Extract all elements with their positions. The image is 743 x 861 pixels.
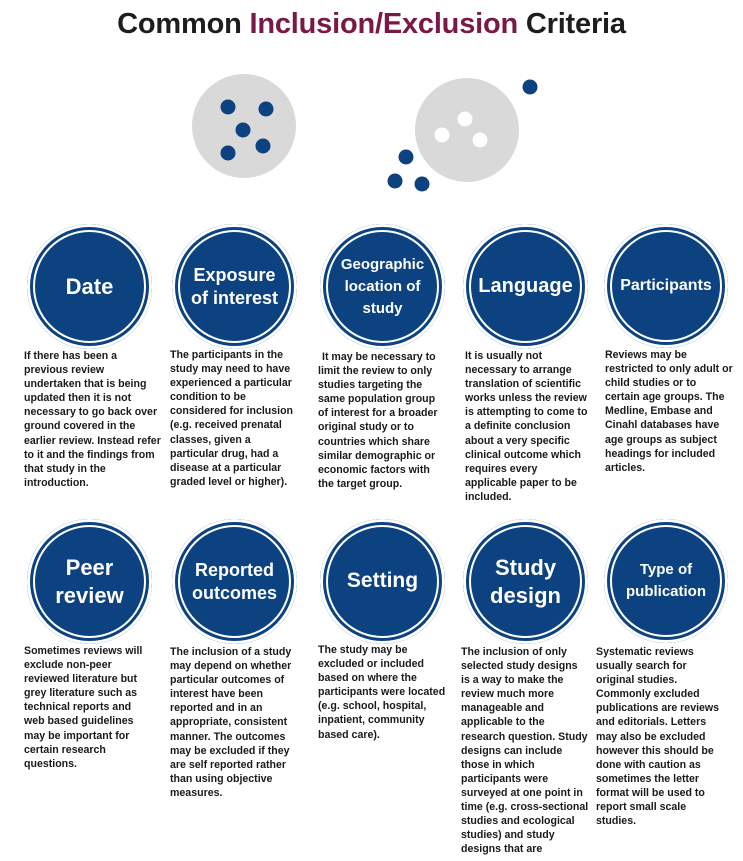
criterion-circle-study-design — [463, 519, 588, 644]
included-dot — [256, 139, 271, 154]
criterion-label-participants: Participants — [620, 277, 712, 294]
criterion-description-geographic: It may be necessary to limit the review to only studies targeting the same population group of interest for a broader original study or to countries which share similar demographic or economic factors with the target group. — [318, 351, 438, 490]
title-prefix: Common — [117, 8, 250, 40]
criterion-label-geographic: Geographic location of study — [340, 255, 425, 317]
criterion-label-exposure: Exposure of interest — [190, 265, 278, 308]
criterion-label-setting: Setting — [346, 569, 419, 593]
criterion-circle-date — [27, 224, 152, 349]
criterion-description-language: It is usually not necessary to arrange translation of scientific works unless the review is attempting to come to a definite conclusion about a very specific clinical outcome which requires every applicable paper to be included. — [465, 350, 588, 503]
criterion-label-study-design: Study design — [490, 555, 561, 608]
criterion-circle-type-of-publication — [604, 519, 728, 643]
included-dot — [236, 123, 251, 138]
title-suffix: Criteria — [518, 8, 626, 40]
title-accent: Inclusion/Exclusion — [249, 8, 519, 40]
criterion-circle-peer-review — [27, 519, 152, 644]
criterion-label-type-of-publication: Type of publication — [626, 561, 706, 600]
criterion-label-language: Language — [478, 275, 573, 297]
criterion-circle-setting — [320, 519, 445, 644]
criterion-description-type-of-publication: Systematic reviews usually search for original studies. Commonly excluded publications are reviews and editorials. Letters may also be excluded however this should be done with caution as sometimes the letter format will be used to report small scale studies. — [596, 646, 720, 828]
criterion-description-date: If there has been a previous review undertaken that is being updated then it is not necessary to go back over ground covered in the earlier review. Instead refer to it and the findings from that study in the introduction. — [24, 350, 161, 489]
emptied-spot — [435, 128, 450, 143]
emptied-spot — [458, 112, 473, 127]
included-dot — [221, 146, 236, 161]
criterion-label-date: Date — [65, 273, 114, 299]
excluded-dot — [388, 174, 403, 189]
criterion-circle-exposure — [172, 224, 297, 349]
criterion-label-reported-outcomes: Reported outcomes — [191, 560, 278, 603]
criterion-circle-language — [463, 224, 588, 349]
criterion-description-reported-outcomes: The inclusion of a study may depend on whether particular outcomes of interest have been reported and in an appropriate, consistent manner. The outcomes may be excluded if they are self reported rather than using objective measures. — [170, 646, 292, 799]
criterion-circle-reported-outcomes — [172, 519, 297, 644]
excluded-dot — [415, 177, 430, 192]
emptied-spot — [473, 133, 488, 148]
criterion-description-peer-review: Sometimes reviews will exclude non-peer reviewed literature but grey literature such as technical reports and web based guidelines may be important for certain research questions. — [24, 645, 143, 770]
exclusion-illustration — [388, 78, 538, 192]
included-dot — [259, 102, 274, 117]
excluded-dot — [523, 80, 538, 95]
criterion-label-peer-review: Peer review — [55, 555, 124, 608]
criterion-description-exposure: The participants in the study may need to have experienced a particular condition to be considered for inclusion (e.g. received prenatal classes, given a particular drug, had a disease at a particular graded level or higher). — [170, 349, 294, 488]
criterion-circle-participants — [604, 224, 728, 348]
exclusion-gray-circle — [415, 78, 519, 182]
inclusion-exclusion-illustration — [0, 0, 743, 220]
criterion-description-participants: Reviews may be restricted to only adult or child studies or to certain age groups. The Medline, Embase and Cinahl databases have age groups as subject headings for included articles. — [605, 349, 733, 474]
inclusion-illustration — [192, 74, 296, 178]
criterion-description-study-design: The inclusion of only selected study designs is a way to make the review much more manageable and applicable to the research question. Study designs can include those in which participants were surveyed at one point in time (e.g. cross-sectional studies and ecological studies) and study designs that are — [461, 646, 589, 856]
criterion-description-setting: The study may be excluded or included based on where the participants were located (e.g. school, hospital, inpatient, community based care). — [318, 644, 446, 741]
included-dot — [221, 100, 236, 115]
criterion-circle-geographic — [320, 224, 445, 349]
excluded-dot — [399, 150, 414, 165]
